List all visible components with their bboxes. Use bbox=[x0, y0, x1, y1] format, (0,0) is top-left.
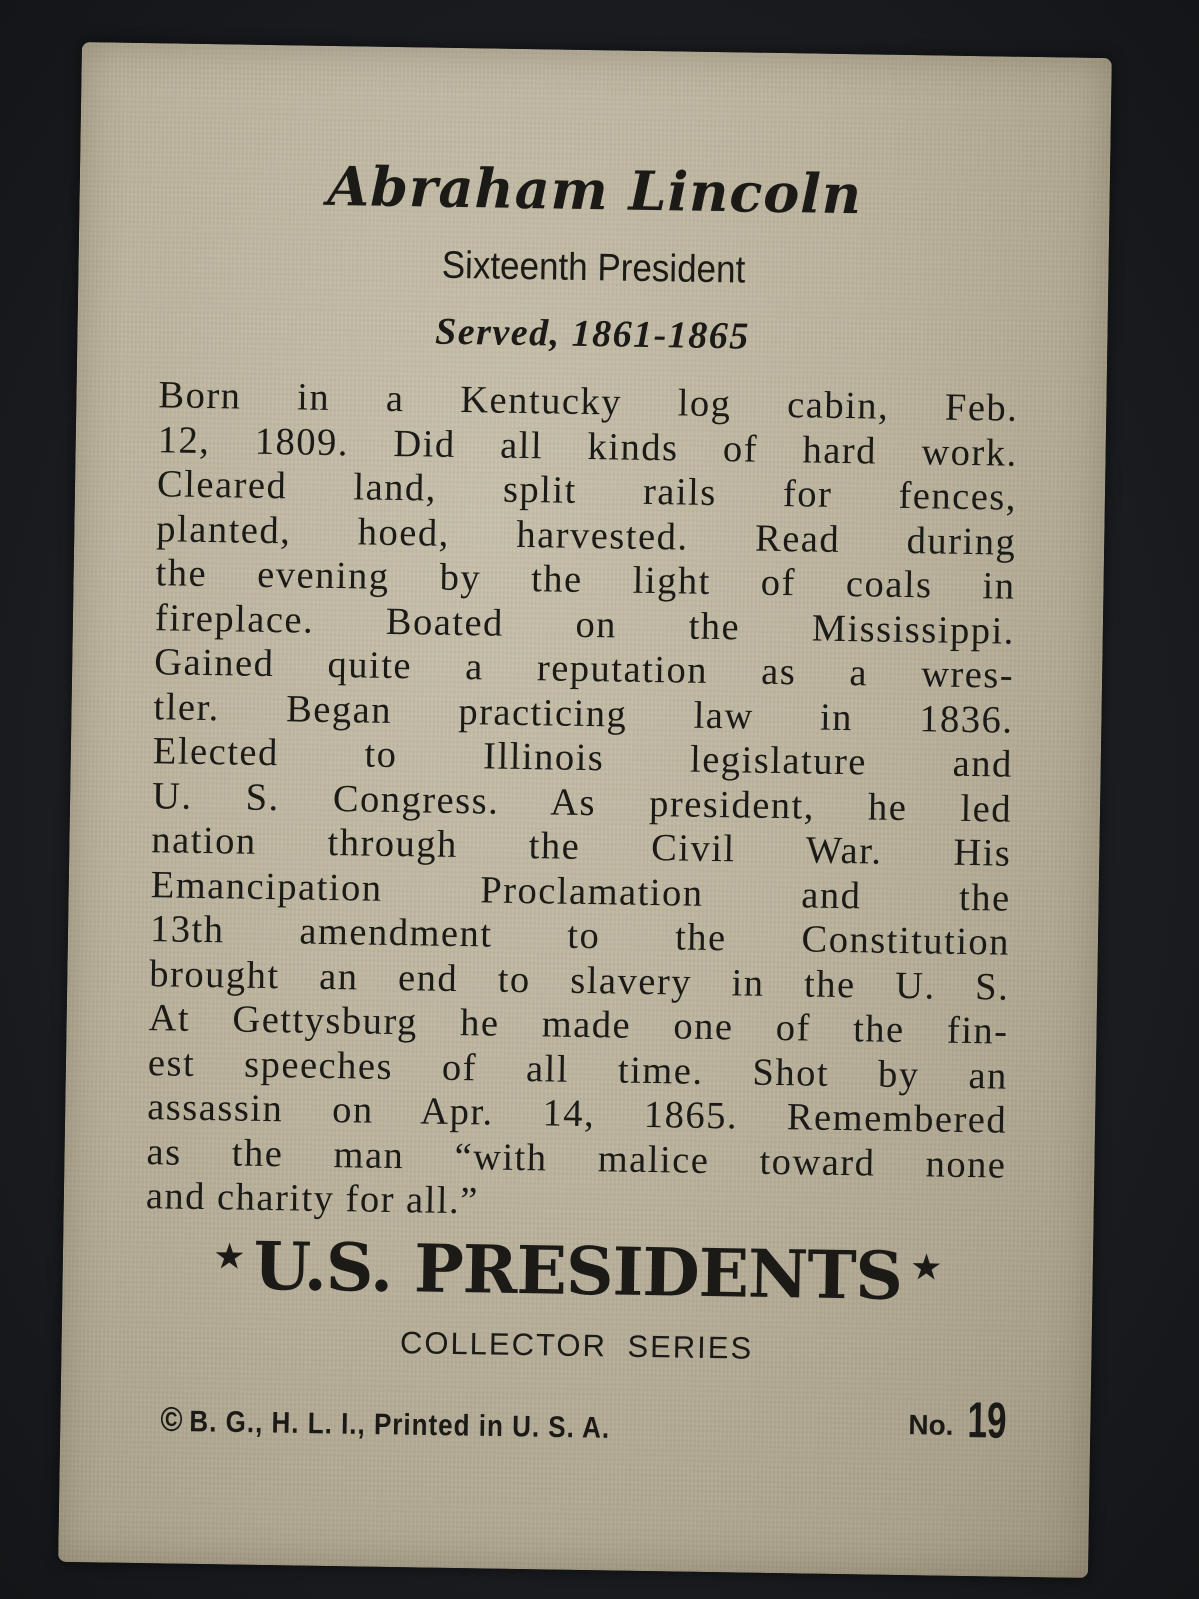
biography-line: Born in a Kentucky log cabin, Feb. bbox=[158, 374, 1019, 430]
biography-line: At Gettysburg he made one of the fin- bbox=[148, 997, 1009, 1053]
biography-line: the evening by the light of coals in bbox=[155, 552, 1016, 608]
star-icon: ★ bbox=[909, 1247, 943, 1289]
biography-line: Elected to Illinois legislature and bbox=[152, 730, 1014, 786]
biography-line: planted, hoed, harvested. Read during bbox=[156, 507, 1017, 564]
biography-line: and charity for all.” bbox=[145, 1175, 480, 1223]
series-banner bbox=[62, 1224, 1093, 1318]
series-subtitle: COLLECTOR SERIES bbox=[399, 1325, 754, 1366]
copyright-text: B. G., H. L. I., Printed in U. S. A. bbox=[189, 1403, 611, 1445]
biography-line: U. S. Congress. As president, he led bbox=[151, 774, 1013, 831]
president-name: Abraham Lincoln bbox=[326, 153, 863, 227]
biography-line: est speeches of all time. Shot by an bbox=[147, 1041, 1009, 1098]
card-number-label: No. bbox=[908, 1409, 954, 1441]
star-icon: ★ bbox=[212, 1236, 246, 1278]
biography-line: Gained quite a reputation as a wres- bbox=[153, 641, 1015, 697]
biography-line: brought an end to slavery in the U. S. bbox=[149, 952, 1010, 1009]
president-ordinal: Sixteenth President bbox=[441, 243, 746, 292]
biography-line: fireplace. Boated on the Mississippi. bbox=[154, 596, 1016, 653]
copyright-line bbox=[160, 1401, 610, 1447]
series-title: U.S. PRESIDENTS bbox=[252, 1226, 903, 1316]
term-served: Served, 1861-1865 bbox=[434, 310, 751, 358]
biography-line: 13th amendment to the Constitution bbox=[149, 908, 1011, 964]
card-number bbox=[908, 1392, 1017, 1450]
biography-line: 12, 1809. Did all kinds of hard work. bbox=[157, 418, 1018, 475]
card-number-value: 19 bbox=[967, 1392, 1008, 1450]
biography-line: Cleared land, split rails for fences, bbox=[156, 463, 1018, 519]
copyright-icon: © bbox=[160, 1400, 184, 1440]
biography-line: nation through the Civil War. His bbox=[151, 819, 1012, 875]
biography-line: as the man “with malice toward none bbox=[146, 1130, 1007, 1187]
trading-card bbox=[58, 42, 1112, 1578]
biography-line: assassin on Apr. 14, 1865. Remembered bbox=[146, 1086, 1008, 1142]
biography bbox=[146, 373, 1019, 1232]
biography-line: tler. Began practicing law in 1836. bbox=[153, 685, 1014, 742]
biography-line: Emancipation Proclamation and the bbox=[150, 863, 1011, 920]
